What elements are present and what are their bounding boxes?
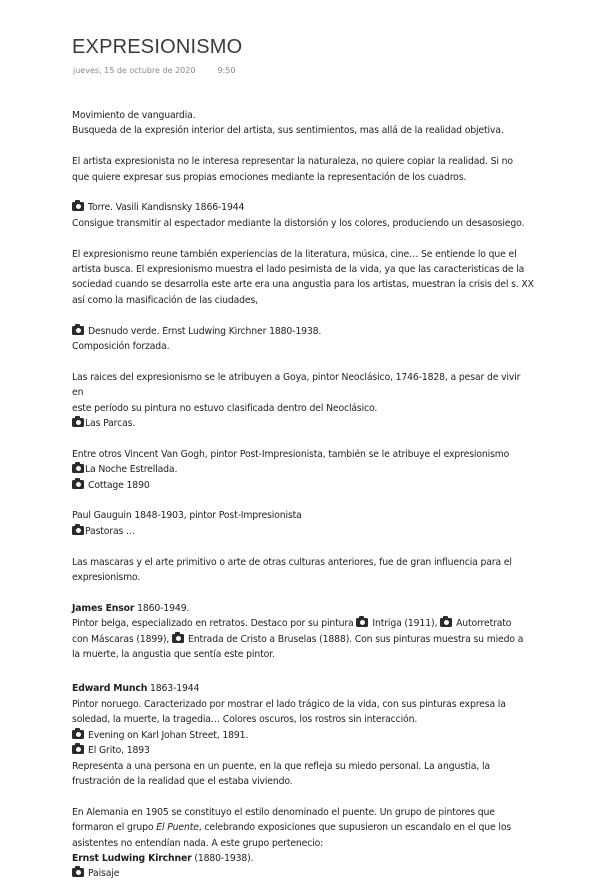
text-line [72, 616, 534, 631]
image-link-label[interactable]: Cottage 1890 [88, 479, 150, 491]
camera-icon[interactable] [72, 745, 84, 754]
camera-icon[interactable] [72, 730, 84, 739]
text-line [72, 851, 534, 866]
group-name: El Puente [156, 822, 199, 834]
image-link-line[interactable] [72, 743, 534, 758]
text-line: soledad, la muerte, la tragedia… Colores oscuros, los rostros sin interacción. [72, 714, 418, 726]
artist-years: (1880-1938). [191, 852, 254, 864]
text-line: Representa a una persona en un puente, en la que refleja su miedo personal. La angustia, la [72, 760, 490, 772]
text-run: , celebrando exposiciones que supusieron un escandalo en el que los [198, 822, 512, 834]
artist-name: Ernst Ludwing Kirchner [72, 852, 192, 864]
image-link-line[interactable] [72, 728, 534, 743]
image-link-line[interactable] [72, 416, 534, 431]
text-line: El expresionismo reune también experiencias de la literatura, música, cine… Se entiende lo que el [72, 248, 517, 260]
text-line: así como la masificación de las ciudades, [72, 294, 258, 306]
text-run: Pintor belga, especializado en retratos. Destaco por su pintura [72, 618, 357, 630]
artist-name: James Ensor [72, 602, 135, 614]
image-link-line[interactable] [72, 324, 534, 339]
text-line [72, 820, 534, 835]
camera-icon[interactable] [72, 464, 84, 473]
text-line: Busqueda de la expresión interior del artista, sus sentimientos, mas allá de la realidad objetiva. [72, 125, 504, 137]
text-run: formaron el grupo [72, 822, 157, 834]
text-line: este período su pintura no estuvo clasificada dentro del Neoclásico. [72, 402, 378, 414]
text-line: Entre otros Vincent Van Gogh, pintor Post-Impresionista, también se le atribuye el expresionismo [72, 448, 510, 460]
text-line: Las mascaras y el arte primitivo o arte de otras culturas anteriores, fue de gran influencia para el [72, 556, 512, 568]
text-line: En Alemania en 1905 se constituyo el estilo denominado el puente. Un grupo de pintores que [72, 806, 495, 818]
text-line: que quiere expresar sus propias emociones mediante la representación de los cuadros. [72, 171, 467, 183]
text-line [72, 681, 534, 696]
image-link-label[interactable]: Autorretrato [456, 618, 512, 630]
note-date: jueves, 15 de octubre de 2020 [73, 66, 196, 75]
text-line: Consigue transmitir al espectador mediante la distorsión y los colores, produciendo un desasosiego. [72, 217, 525, 229]
text-run: Entrada de Cristo a Bruselas (1888). Con sus pinturas muestra su miedo a [188, 633, 524, 645]
camera-icon[interactable] [440, 618, 452, 627]
camera-icon[interactable] [72, 326, 84, 335]
text-line: El artista expresionista no le interesa representar la naturaleza, no quiere copiar la realidad. Si no [72, 156, 513, 168]
image-link-label[interactable]: Las Parcas. [85, 418, 136, 430]
text-line: Las raices del expresionismo se le atribuyen a Goya, pintor Neoclásico, 1746-1828, a pesar de vivir en [72, 371, 521, 399]
artist-years: 1860-1949. [134, 602, 190, 614]
text-line: Movimiento de vanguardia. [72, 110, 196, 121]
image-link-line[interactable] [72, 462, 534, 477]
image-link-label[interactable]: La Noche Estrellada. [85, 464, 178, 476]
text-line: asistentes no entendían nada. A este grupo pertenecio: [72, 837, 324, 849]
text-line: sociedad cuando se desarrolla este arte era una angustia para los artistas, muestran la crisis del s. XX [72, 279, 534, 291]
artist-years: 1863-1944 [147, 683, 200, 695]
image-link-line[interactable] [72, 866, 534, 881]
camera-icon[interactable] [72, 480, 84, 489]
text-line [72, 632, 534, 647]
note-timestamp [73, 66, 235, 75]
image-link-label[interactable]: Evening on Karl Johan Street, 1891. [88, 729, 249, 741]
text-line: Paul Gauguin 1848-1903, pintor Post-Impresionista [72, 510, 302, 522]
camera-icon[interactable] [72, 868, 84, 877]
image-link-label[interactable]: Intriga (1911), [372, 618, 438, 630]
page-title: EXPRESIONISMO [72, 36, 243, 58]
artist-name: Edward Munch [72, 683, 148, 695]
text-line: Composición forzada. [72, 341, 170, 353]
text-line: Pintor noruego. Caracterizado por mostrar el lado trágico de la vida, con sus pinturas expresa la [72, 698, 506, 710]
text-line [72, 601, 534, 616]
note-body [72, 108, 534, 882]
note-time: 9:50 [217, 66, 236, 75]
text-line: la muerte, la angustia que sentía este pintor. [72, 649, 275, 661]
image-link-line[interactable] [72, 478, 534, 493]
camera-icon[interactable] [72, 526, 84, 535]
image-link-label[interactable]: El Grito, 1893 [88, 745, 150, 757]
text-line: artista busca. El expresionismo muestra el lado pesimista de la vida, ya que las caracteristicas de la [72, 264, 525, 276]
text-line: frustración de la realidad que el estaba viviendo. [72, 775, 293, 787]
image-link-label[interactable]: con Máscaras (1899), [72, 633, 170, 645]
camera-icon[interactable] [72, 202, 84, 211]
image-link-line[interactable] [72, 200, 534, 215]
image-link-label[interactable]: Desnudo verde. Ernst Ludwing Kirchner 1880-1938. [88, 325, 322, 337]
camera-icon[interactable] [72, 418, 84, 427]
image-link-label[interactable]: Paisaje [88, 868, 120, 880]
text-line: expresionismo. [72, 572, 141, 584]
camera-icon[interactable] [172, 634, 184, 643]
image-link-line[interactable] [72, 524, 534, 539]
image-link-label[interactable]: Torre. Vasili Kandisnsky 1866-1944 [88, 202, 245, 214]
image-link-label[interactable]: Pastoras … [85, 525, 136, 537]
camera-icon[interactable] [356, 618, 368, 627]
